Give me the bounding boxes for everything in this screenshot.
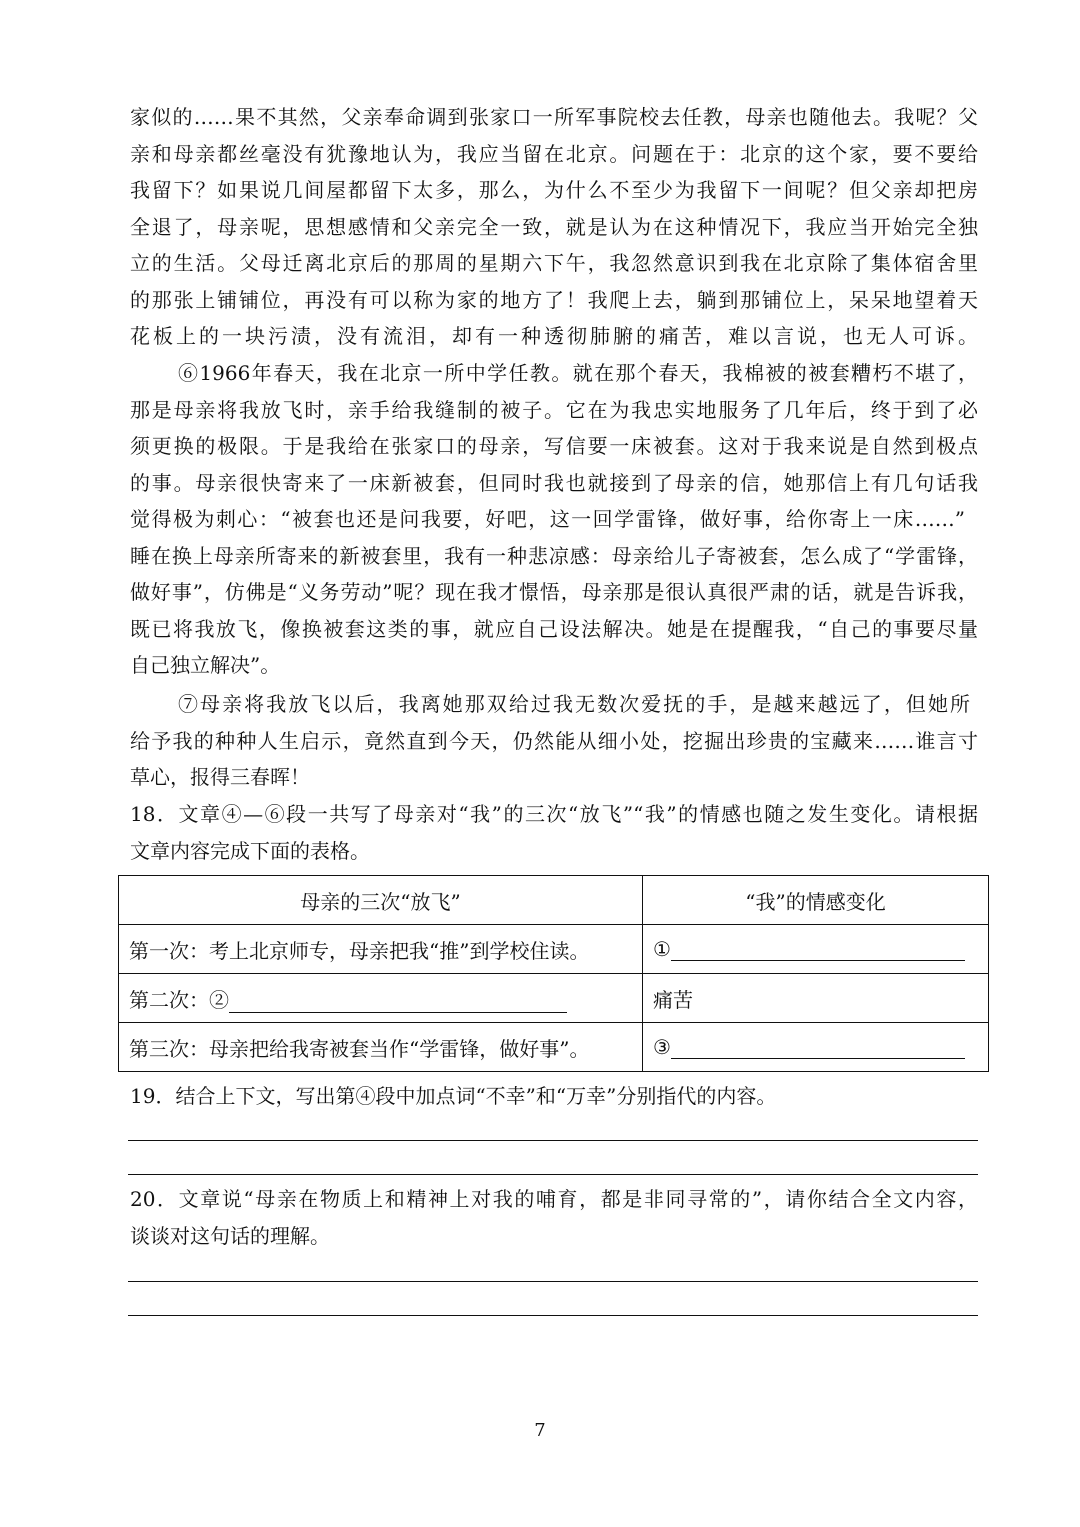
table-row <box>119 1023 989 1072</box>
question-text: 20．文章说“母亲在物质上和精神上对我的哺育，都是非同寻常的”，请你结合全文内容， <box>130 1187 978 1211</box>
answer-cell[interactable] <box>643 925 989 974</box>
text-line: ⑥1966年春天，我在北京一所中学任教。就在那个春天，我棉被的被套糟朽不堪了， <box>178 361 978 385</box>
text-line: 的那张上铺铺位，再没有可以称为家的地方了！我爬上去，躺到那铺位上，呆呆地望着天 <box>130 288 978 312</box>
text-line: 做好事”，仿佛是“义务劳动”呢？现在我才憬悟，母亲那是很认真很严肃的话，就是告诉我， <box>130 580 978 604</box>
text-line: 我留下？如果说几间屋都留下太多，那么，为什么不至少为我留下一间呢？但父亲却把房 <box>130 178 978 202</box>
question-text: 19．结合上下文，写出第④段中加点词“不幸”和“万幸”分别指代的内容。 <box>130 1084 777 1108</box>
table-header-row <box>119 876 989 925</box>
text-line: 既已将我放飞，像换被套这类的事，就应自己设法解决。她是在提醒我，“自己的事要尽量 <box>130 617 978 641</box>
text-line: 草心，报得三春晖！ <box>130 765 310 789</box>
answer-table <box>118 875 989 1072</box>
text-line: ⑦母亲将我放飞以后，我离她那双给过我无数次爱抚的手，是越来越远了，但她所 <box>178 692 970 716</box>
answer-blank[interactable] <box>671 940 965 961</box>
table-cell: 第三次：母亲把给我寄被套当作“学雷锋，做好事”。 <box>119 1023 643 1072</box>
text-line: 自己独立解决”。 <box>130 653 281 677</box>
text-line: 给予我的种种人生启示，竟然直到今天，仍然能从细小处，挖掘出珍贵的宝藏来……谁言寸 <box>130 729 978 753</box>
answer-blank[interactable] <box>229 992 567 1013</box>
text-line: 家似的……果不其然，父亲奉命调到张家口一所军事院校去任教，母亲也随他去。我呢？父 <box>130 105 978 129</box>
text-line: 亲和母亲都丝毫没有犹豫地认为，我应当留在北京。问题在于：北京的这个家，要不要给 <box>130 142 978 166</box>
answer-blank[interactable] <box>671 1038 965 1059</box>
answer-cell[interactable] <box>643 1023 989 1072</box>
table-cell: 痛苦 <box>643 974 989 1023</box>
answer-line[interactable] <box>128 1281 978 1282</box>
table-cell-label: 第二次： <box>129 987 209 1012</box>
text-line: 的事。母亲很快寄来了一床新被套，但同时我也就接到了母亲的信，她那信上有几句话我 <box>130 471 978 495</box>
text-line: 睡在换上母亲所寄来的新被套里，我有一种悲凉感：母亲给儿子寄被套，怎么成了“学雷锋， <box>130 544 978 568</box>
blank-marker: ① <box>653 937 671 961</box>
question-text: 文章内容完成下面的表格。 <box>130 839 370 863</box>
question-text: 谈谈对这句话的理解。 <box>130 1224 330 1248</box>
text-line: 觉得极为刺心：“被套也还是问我要，好吧，这一回学雷锋，做好事，给你寄上一床……” <box>130 507 965 531</box>
answer-line[interactable] <box>128 1140 978 1141</box>
table-header: 母亲的三次“放飞” <box>119 876 643 925</box>
blank-marker: ③ <box>653 1035 671 1059</box>
blank-marker: ② <box>209 987 229 1012</box>
question-text: 18．文章④—⑥段一共写了母亲对“我”的三次“放飞”“我”的情感也随之发生变化。请根据 <box>130 802 978 826</box>
answer-cell[interactable] <box>119 974 643 1023</box>
table-header: “我”的情感变化 <box>643 876 989 925</box>
table-cell: 第一次：考上北京师专，母亲把我“推”到学校住读。 <box>119 925 643 974</box>
text-line: 全退了，母亲呢，思想感情和父亲完全一致，就是认为在这种情况下，我应当开始完全独 <box>130 215 978 239</box>
text-line: 立的生活。父母迁离北京后的那周的星期六下午，我忽然意识到我在北京除了集体宿舍里 <box>130 251 978 275</box>
answer-line[interactable] <box>128 1315 978 1316</box>
answer-line[interactable] <box>128 1174 978 1175</box>
text-line: 须更换的极限。于是我给在张家口的母亲，写信要一床被套。这对于我来说是自然到极点 <box>130 434 978 458</box>
text-line: 花板上的一块污渍，没有流泪，却有一种透彻肺腑的痛苦，难以言说，也无人可诉。 <box>130 324 978 348</box>
page-number: 7 <box>534 1420 546 1441</box>
table-row <box>119 925 989 974</box>
table-row <box>119 974 989 1023</box>
text-line: 那是母亲将我放飞时，亲手给我缝制的被子。它在为我忠实地服务了几年后，终于到了必 <box>130 398 978 422</box>
